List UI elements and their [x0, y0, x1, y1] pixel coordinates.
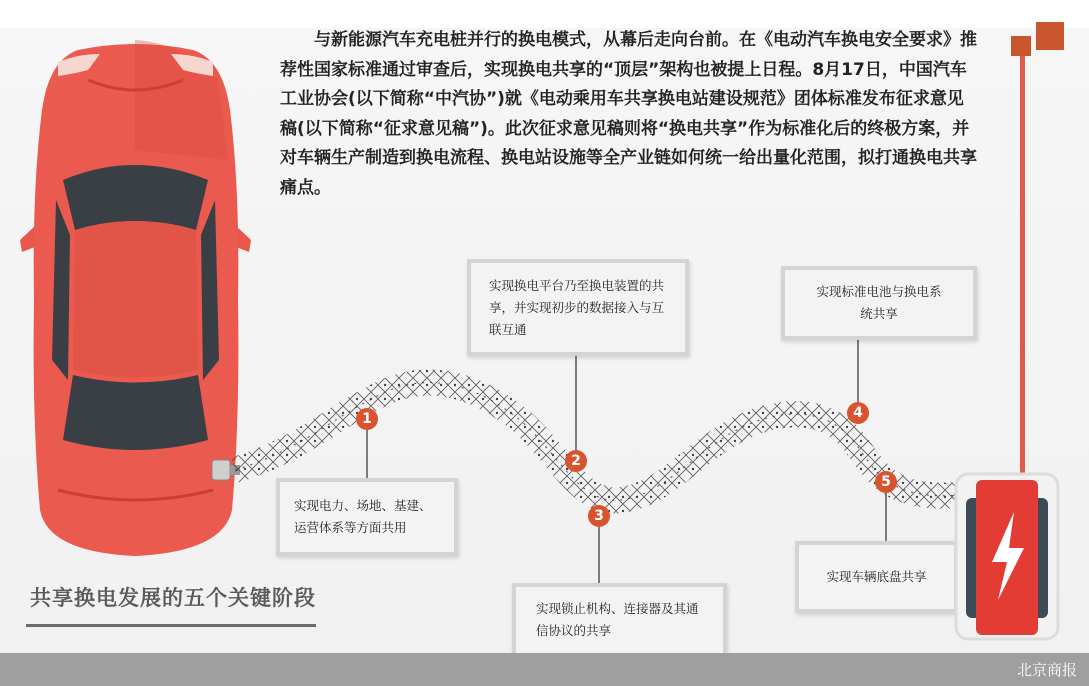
stage-callout-5: [795, 541, 958, 613]
title-underline: [26, 624, 316, 627]
stage-text-4: 实现标准电池与换电系统共享: [816, 284, 942, 321]
charging-station-icon: [952, 470, 1062, 645]
stage-marker-4: 4: [847, 402, 869, 424]
stage-text-5: 实现车辆底盘共享: [826, 569, 927, 584]
stage-callout-4: [781, 266, 977, 340]
stage-marker-5: 5: [875, 471, 897, 493]
footer-bar: [0, 653, 1089, 686]
stage-marker-2: 2: [565, 450, 587, 472]
stage-marker-1: 1: [356, 408, 378, 430]
stage-callout-1: [276, 478, 458, 556]
stage-callout-3: [512, 583, 727, 657]
stage-text-2: 实现换电平台乃至换电装置的共享，并实现初步的数据接入与互联互通: [489, 277, 665, 337]
footer-source: 北京商报: [1016, 661, 1077, 679]
stage-marker-3: 3: [588, 505, 610, 527]
stage-text-1: 实现电力、场地、基建、运营体系等方面共用: [294, 498, 432, 535]
intro-paragraph: 与新能源汽车充电桩并行的换电模式，从幕后走向台前。在《电动汽车换电安全要求》推荐性国家标准通过审查后，实现换电共享的“顶层”架构也被提上日程。8月17日，中国汽车工业协会(以下简称“中汽协”)就《电动乘用车共享换电站建设规范》团体标准发布征求意见稿(以下简称“征求意见稿”)。此次征求意见稿则将“换电共享”作为标准化后的终极方案，并对车辆生产制造到换电流程、换电站设施等全产业链如何统一给出量化范围，拟打通换电共享痛点。: [280, 30, 977, 198]
stage-text-3: 实现锁止机构、连接器及其通信协议的共享: [536, 601, 699, 638]
diagram-title: 共享换电发展的五个关键阶段: [30, 586, 316, 610]
stage-callout-2: [467, 259, 689, 356]
